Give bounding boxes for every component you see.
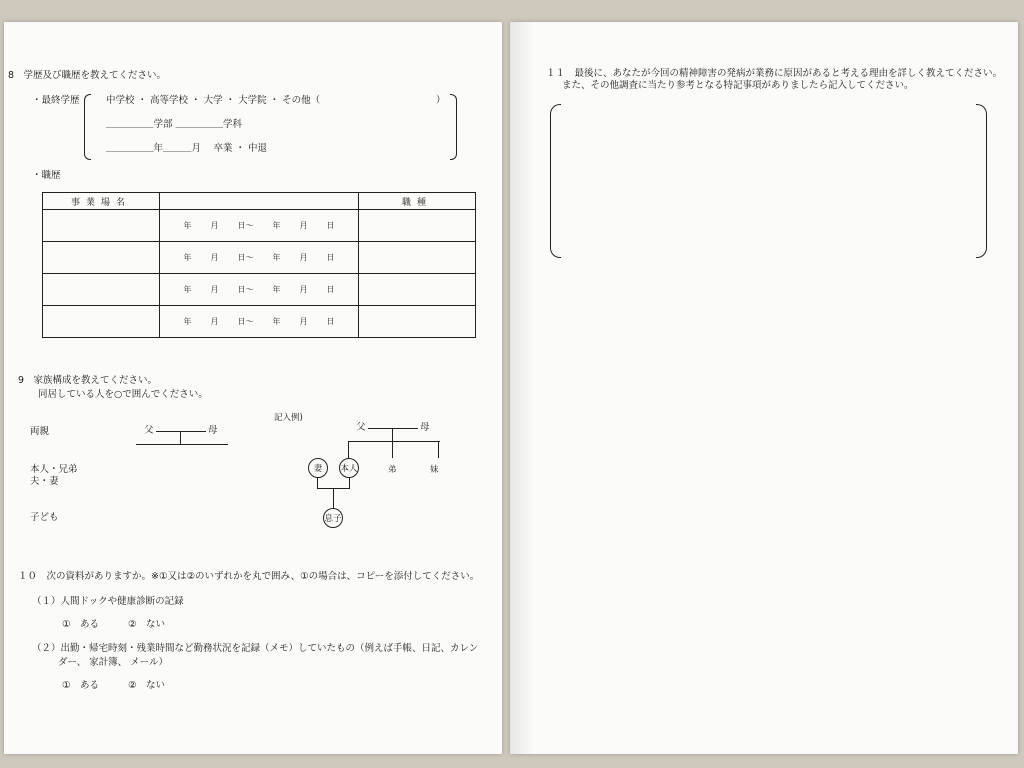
example-sister-label: 妹: [430, 465, 439, 475]
example-brother-label: 弟: [388, 465, 397, 475]
period-year-start: 年: [183, 285, 192, 294]
period-day-start: 日〜: [237, 221, 254, 230]
job-type-cell[interactable]: [359, 274, 476, 306]
parents-row-label: 両親: [30, 426, 50, 437]
period-month-end: 月: [299, 221, 308, 230]
period-month-start: 月: [210, 221, 219, 230]
example-child-line: [333, 488, 334, 508]
period-year-end: 年: [272, 317, 281, 326]
siblings-line: [136, 444, 228, 445]
faculty-department-field[interactable]: ＿＿＿＿＿学部 ＿＿＿＿＿学科: [106, 119, 243, 130]
example-son-label: 息子: [324, 514, 342, 524]
table-row: [43, 306, 476, 338]
example-siblings-line: [348, 441, 440, 442]
q9-title: 9 家族構成を教えてください。: [18, 375, 158, 386]
answer-bracket-right: [976, 104, 987, 258]
job-history-label: ・職歴: [32, 170, 61, 181]
period-day-start: 日〜: [237, 253, 254, 262]
table-row: [43, 242, 476, 274]
example-mother-label: 母: [420, 422, 430, 433]
period-year-start: 年: [183, 253, 192, 262]
period-month-end: 月: [299, 285, 308, 294]
company-header: 事業場名: [43, 193, 160, 210]
education-other-close: ）: [436, 95, 446, 106]
period-month-start: 月: [210, 285, 219, 294]
example-wife-circle: [308, 458, 328, 478]
example-wife-label: 妻: [313, 464, 323, 474]
right-page: [510, 22, 1018, 754]
q11-title: １１ 最後に、あなたが今回の精神障害の発病が業務に原因があると考える理由を詳しく教えてください。: [546, 68, 1003, 79]
q10-item1: （１）人間ドックや健康診断の記録: [32, 596, 184, 607]
table-header-row: [43, 193, 476, 210]
example-self-drop: [348, 441, 349, 458]
period-year-start: 年: [183, 221, 192, 230]
period-day-start: 日〜: [237, 285, 254, 294]
father-label[interactable]: 父: [144, 425, 154, 436]
period-day-end: 日: [326, 317, 335, 326]
q8-title: 8 学歴及び職歴を教えてください。: [8, 70, 167, 81]
q11-subtitle: また、その他調査に当たり参考となる特記事項がありましたら記入してください。: [562, 80, 914, 91]
period-year-end: 年: [272, 285, 281, 294]
education-bracket-left: [84, 94, 91, 160]
job-type-cell[interactable]: [359, 210, 476, 242]
example-label: 記入例): [274, 413, 303, 423]
job-type-cell[interactable]: [359, 306, 476, 338]
parents-drop-line: [180, 431, 181, 445]
table-row: [43, 210, 476, 242]
table-row: [43, 274, 476, 306]
job-type-header: 職種: [359, 193, 476, 210]
period-month-start: 月: [210, 317, 219, 326]
period-month-end: 月: [299, 317, 308, 326]
example-drop-line: [392, 428, 393, 442]
education-label: ・最終学歴: [32, 95, 80, 106]
example-self-circle: [339, 458, 359, 478]
q10-item2-line2: ダー、 家計簿、 メール）: [58, 657, 168, 668]
example-brother-drop: [392, 441, 393, 458]
q10-item2-line1: （２）出勤・帰宅時刻・残業時間など勤務状況を記録（メモ）していたもの（例えば手帳、日記、カレン: [32, 643, 479, 654]
period-month-end: 月: [299, 253, 308, 262]
job-history-table: [42, 192, 476, 338]
period-cell[interactable]: [160, 210, 359, 242]
example-sister-drop: [438, 441, 439, 458]
company-cell[interactable]: [43, 242, 160, 274]
children-row-label: 子ども: [30, 512, 59, 523]
period-cell[interactable]: [160, 306, 359, 338]
period-day-start: 日〜: [237, 317, 254, 326]
period-day-end: 日: [326, 285, 335, 294]
period-day-end: 日: [326, 221, 335, 230]
q10-item1-option-no[interactable]: ② ない: [128, 619, 166, 630]
period-cell[interactable]: [160, 242, 359, 274]
example-self-label: 本人: [340, 464, 358, 474]
self-siblings-row-label: 本人・兄弟: [30, 464, 78, 475]
example-father-label: 父: [356, 422, 366, 433]
period-year-start: 年: [183, 317, 192, 326]
education-bracket-right: [450, 94, 457, 160]
period-month-start: 月: [210, 253, 219, 262]
company-cell[interactable]: [43, 274, 160, 306]
period-cell[interactable]: [160, 274, 359, 306]
graduation-field[interactable]: ＿＿＿＿＿年＿＿＿月 卒業 ・ 中退: [106, 143, 268, 154]
education-options[interactable]: 中学校 ・ 高等学校 ・ 大学 ・ 大学院 ・ その他（: [106, 95, 321, 106]
job-type-cell[interactable]: [359, 242, 476, 274]
example-son-circle: [323, 508, 343, 528]
q10-item2-option-yes[interactable]: ① ある: [62, 680, 100, 691]
period-year-end: 年: [272, 221, 281, 230]
period-header: [160, 193, 359, 210]
period-day-end: 日: [326, 253, 335, 262]
mother-label[interactable]: 母: [208, 425, 218, 436]
q11-answer-area[interactable]: [562, 106, 972, 254]
left-page: [4, 22, 502, 754]
spouse-row-label: 夫・妻: [30, 476, 59, 487]
answer-bracket-left: [550, 104, 561, 258]
example-wife-drop: [317, 478, 318, 488]
company-cell[interactable]: [43, 306, 160, 338]
example-self-child-drop: [349, 478, 350, 488]
company-cell[interactable]: [43, 210, 160, 242]
q9-subtitle: 同居している人を○で囲んでください。: [38, 389, 208, 400]
q10-title: １０ 次の資料がありますか。※①又は②のいずれかを丸で囲み、①の場合は、コピーを添付してください。: [18, 571, 480, 582]
q10-item2-option-no[interactable]: ② ない: [128, 680, 166, 691]
page-fold-shadow: [510, 22, 534, 754]
period-year-end: 年: [272, 253, 281, 262]
q10-item1-option-yes[interactable]: ① ある: [62, 619, 100, 630]
